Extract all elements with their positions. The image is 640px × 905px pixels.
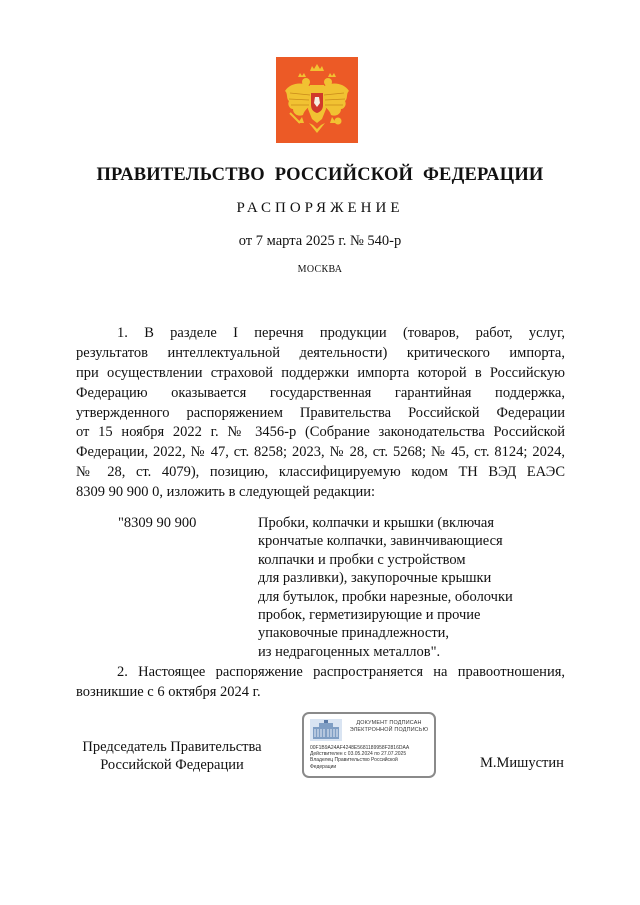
stamp-validity: Действителен с 03.05.2024 по 27.07.2025: [310, 751, 407, 758]
commodity-description-line: из недрагоценных металлов".: [258, 643, 441, 660]
paragraph-1-line: от 15 ноября 2022 г. № 3456-р (Собрание законодательства Российской: [76, 424, 565, 441]
paragraph-1-line: № 28, ст. 4079), позицию, классифицируемую кодом ТН ВЭД ЕАЭС: [76, 464, 565, 481]
commodity-description-line: пробок, герметизирующие и прочие: [258, 607, 481, 624]
paragraph-1-line: Федерации, 2022, № 47, ст. 8258; 2023, № 28, ст. 5268; № 45, ст. 8124; 2024,: [76, 444, 565, 461]
document-date-number: от 7 марта 2025 г. № 540-р: [238, 233, 402, 249]
document-type: РАСПОРЯЖЕНИЕ: [236, 200, 404, 216]
commodity-description-line: колпачки и пробки с устройством: [258, 551, 466, 568]
paragraph-1-line: Федерацию оказывается государственная гарантийная поддержка,: [76, 384, 565, 401]
signatory-role: [72, 738, 272, 775]
stamp-heading: [344, 720, 434, 734]
stamp-certificate: 00F1B9A24AF4248E5681189958F2816DAA: [310, 745, 410, 751]
paragraph-1-line: результатов интеллектуальной деятельности) критического импорта,: [76, 344, 565, 361]
commodity-description: [258, 514, 558, 661]
commodity-description-line: Пробки, колпачки и крышки (включая: [258, 515, 494, 531]
paragraph-1-line: утвержденного распоряжением Правительства Российской Федерации: [76, 404, 565, 421]
signatory-name: М.Мишустин: [480, 755, 564, 771]
stamp-heading-line: ДОКУМЕНТ ПОДПИСАН: [356, 720, 422, 726]
paragraph-1-line: 8309 90 900 0, изложить в следующей редакции:: [76, 484, 376, 501]
paragraph-1-line: 1. В разделе I перечня продукции (товаров, работ, услуг,: [117, 325, 565, 341]
electronic-signature-stamp: [302, 712, 436, 778]
stamp-details: [310, 745, 434, 770]
stamp-heading-line: ЭЛЕКТРОННОЙ ПОДПИСЬЮ: [349, 727, 429, 733]
paragraph-2: [76, 663, 565, 703]
commodity-description-line: для бутылок, пробки нарезные, оболочки: [258, 588, 513, 605]
signatory-role-line: Российской Федерации: [100, 757, 244, 774]
paragraph-1-line: при осуществлении страховой поддержки импорта которой в Российскую: [76, 364, 565, 381]
government-title: ПРАВИТЕЛЬСТВО РОССИЙСКОЙ ФЕДЕРАЦИИ: [96, 165, 544, 185]
commodity-code: "8309 90 900: [118, 515, 197, 531]
paragraph-2-line: 2. Настоящее распоряжение распространяется на правоотношения,: [117, 664, 565, 680]
commodity-description-line: упаковочные принадлежности,: [258, 625, 450, 642]
building-icon: [309, 718, 343, 742]
document-city: МОСКВА: [297, 264, 343, 275]
stamp-owner: Федерации: [310, 763, 337, 770]
commodity-description-line: для разливки), закупорочные крышки: [258, 570, 492, 587]
paragraph-2-line: возникшие с 6 октября 2024 г.: [76, 683, 261, 700]
paragraph-1: [76, 324, 565, 503]
coat-of-arms-icon: [276, 57, 358, 143]
signatory-role-line: Председатель Правительства: [82, 739, 262, 755]
stamp-owner: Владелец Правительство Российской: [310, 757, 398, 764]
commodity-description-line: крончатые колпачки, завинчивающиеся: [258, 533, 503, 550]
